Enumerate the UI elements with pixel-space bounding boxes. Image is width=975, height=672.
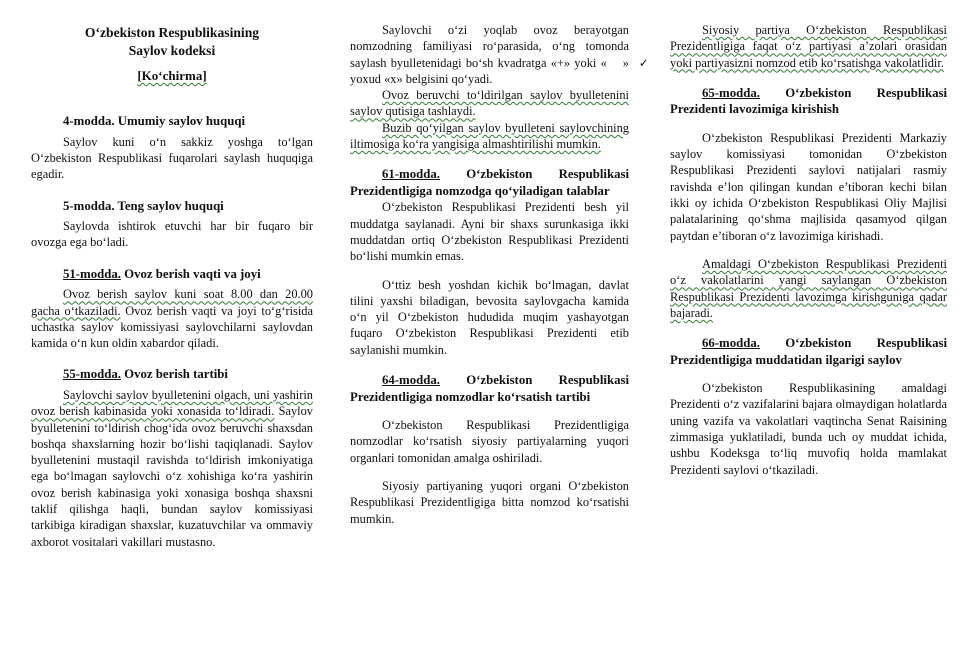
ballot-drop-paragraph: Ovoz beruvchi to‘ldirilgan saylov byulletenini saylov qutisiga tashlaydi.	[350, 88, 629, 119]
article-65-text-2: Amaldagi O‘zbekiston Respublikasi Prezidenti o‘z vakolatlarini yangi saylangan O‘zbekiston Respublikasi Prezidenti lavozimga kirishguniga qadar bajaradi.	[670, 256, 947, 320]
title-line-1: O‘zbekiston Respublikasining	[84, 25, 260, 40]
article-51-text: Ovoz berish saylov kuni soat 8.00 dan 20.00 gacha o‘tkaziladi. Ovoz berish vaqti va joyi to‘g‘risida uchastka saylov komissiyasi saylovchilarni saylovdan kamida o‘n kun oldin xabardor qiladi.	[31, 287, 313, 351]
title-line-2: Saylov kodeksi	[128, 42, 216, 58]
article-65-text-1: O‘zbekiston Respublikasi Prezidenti Markaziy saylov komissiyasi tomonidan O‘zbekiston Respublikasi Prezidenti saylovi natijalari rasmiy ravishda e’lon qilingan kundan e’tiboran kechi bilan ikki oy ichida O‘zbekiston Respublikasi Oliy Majlisi palatalarining qo‘shma majlisida qasamyod qilgan paytdan e’tiboran o‘z lavozimiga kirishadi.	[670, 130, 947, 243]
column-right	[670, 22, 947, 478]
article-4-title: 4-modda. Umumiy saylov huquqi	[63, 114, 246, 129]
document-title	[31, 24, 313, 59]
article-4-text: Saylov kuni o‘n sakkiz yoshga to‘lgan O‘zbekiston Respublikasi fuqarolari saylash huquqiga egadir.	[31, 134, 313, 182]
column-middle	[350, 22, 649, 527]
copy-tag: [Ko‘chirma]	[137, 68, 207, 83]
article-65-title: 65-modda. O‘zbekiston Respublikasi Prezidenti lavozimiga kirishish	[670, 85, 947, 117]
article-5-title: 5-modda. Teng saylov huquqi	[63, 198, 224, 213]
article-64-text-2: Siyosiy partiyaning yuqori organi O‘zbekiston Respublikasi Prezidentligiga bitta nomzod ko‘rsatishi mumkin.	[350, 478, 629, 526]
article-5-text: Saylovda ishtirok etuvchi har bir fuqaro bir ovozga ega bo‘ladi.	[31, 219, 313, 250]
article-66-text: O‘zbekiston Respublikasining amaldagi Prezidenti o‘z vazifalarini bajara olmaydigan holatlarda uning vazifa va vakolatlari vaqtincha Senat Raisining zimmasiga yuklatiladi, bunda uch oy muddat ichida, ushbu Kodeksga to‘liq muvofiq holda mamlakat Prezidenti saylovi o‘tkaziladi.	[670, 381, 947, 477]
ballot-replace-paragraph: Buzib qo‘yilgan saylov byulleteni saylovchining iltimosiga ko‘ra yangisiga almashtirilishi mumkin.	[350, 120, 629, 152]
article-64-title: 64-modda. O‘zbekiston Respublikasi Prezidentligiga nomzodlar ko‘rsatish tartibi	[350, 373, 629, 404]
article-61-text-2: O‘ttiz besh yoshdan kichik bo‘lmagan, davlat tilini yaxshi biladigan, bevosita saylovgacha kamida o‘n yil O‘zbekiston hududida muqim yashayotgan fuqaro O‘zbekiston Respublikasi Prezidenti etib saylanishi mumkin.	[350, 277, 629, 357]
article-51-title: 51-modda. Ovoz berish vaqti va joyi	[63, 266, 261, 281]
article-55-text: Saylovchi saylov byulletenini olgach, uni yashirin ovoz berish kabinasida yoki xonasida to‘ldiradi. Saylov byulletenini to‘ldirish chog‘ida ovoz beruvchi shaxsdan boshqa shaxslarning hozir bo‘lishi taqiqlanadi. Saylov byulletenini mustaqil ravishda to‘ldirish imkoniyatiga ega bo‘lmagan saylovchi o‘z xohishiga ko‘ra yashirin ovoz berish kabinasiga yoki xonasiga boshqa shaxsni taklif qilishga haqli, bundan saylov komissiyasi tarkibiga kiradigan shaxslar, kuzatuvchilar va ommaviy axborot vositalari vakillari mustasno.	[31, 387, 313, 549]
party-nomination-paragraph: Siyosiy partiya O‘zbekiston Respublikasi Prezidentligiga faqat o‘z partiyasi a’zolari orasidan yoki partiyasizni nomzod etib ko‘rsatishga vakolatlidir.	[670, 23, 947, 70]
article-61-title: 61-modda. O‘zbekiston Respublikasi Prezidentligiga nomzodga qo‘yiladigan talablar	[350, 167, 629, 198]
checkmark-icon: ✓	[638, 55, 649, 70]
article-66-title: 66-modda. O‘zbekiston Respublikasi Prezidentligiga muddatidan ilgarigi saylov	[670, 336, 947, 367]
article-61-text-1: O‘zbekiston Respublikasi Prezidenti besh yil muddatga saylanadi. Ayni bir shaxs surunkasiga ikki muddatdan ortiq O‘zbekiston Respublikasi Prezidenti bo‘lishi mumkin emas.	[350, 200, 629, 264]
article-64-text-1: O‘zbekiston Respublikasi Prezidentligiga nomzodlar ko‘rsatish siyosiy partiyalarning yuqori organlari tomonidan amalga oshiriladi.	[350, 418, 629, 465]
column-left	[31, 22, 313, 550]
article-55-title: 55-modda. Ovoz berish tartibi	[63, 367, 228, 382]
ballot-marking-paragraph: Saylovchi o‘zi yoqlab ovoz berayotgan nomzodning familiyasi ro‘parasida, o‘ng tomonda saylash byulletenidagi bo‘sh kvadratga «+» yoki « ✓» yoxud «x» belgisini qo‘yadi.	[350, 23, 649, 86]
